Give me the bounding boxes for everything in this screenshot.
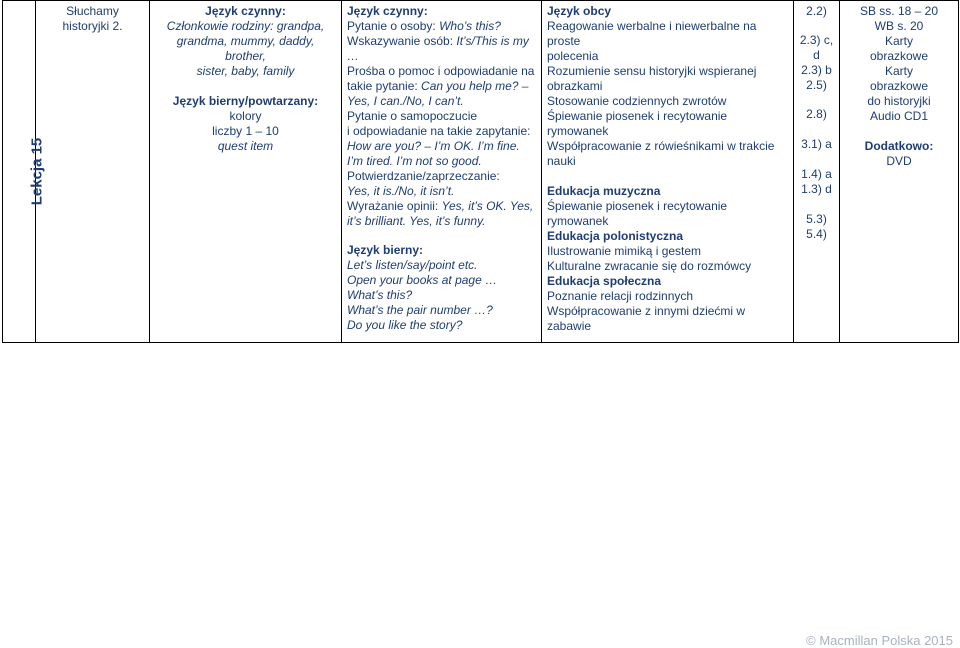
structures-active-heading: Język czynny: (347, 4, 428, 18)
skills-cell (542, 1, 794, 343)
skill-line: polecenia (547, 49, 599, 63)
material-line: obrazkowe (869, 49, 929, 63)
code-line: 5.4) (806, 227, 827, 241)
material-line: Audio CD1 (869, 109, 929, 123)
lesson-plan-table (2, 0, 959, 343)
structure-line: Pytanie o osoby: Who’s this? (347, 19, 501, 33)
vocab-active-line: grandma, mummy, daddy, brother, (176, 34, 315, 63)
structure-line: How are you? – I’m OK. I’m fine. (347, 139, 520, 153)
structure-passive-line: Open your books at page … (347, 273, 498, 287)
code-line: 5.3) (806, 212, 827, 226)
structure-line: I’m tired. I’m not so good. (347, 154, 482, 168)
copyright-footer: © Macmillan Polska 2015 (806, 633, 953, 648)
skill-line: Ilustrowanie mimiką i gestem (547, 244, 702, 258)
material-line: do historyjki (867, 94, 931, 108)
skills-heading: Edukacja polonistyczna (547, 229, 684, 243)
material-line: WB s. 20 (874, 19, 924, 33)
skill-line: Współpracowanie z rówieśnikami w trakcie (547, 139, 775, 153)
structure-line: Yes, I can./No, I can’t. (347, 94, 464, 108)
vocab-passive-line: quest item (217, 139, 274, 153)
structure-line: it’s brilliant. Yes, it’s funny. (347, 214, 486, 228)
vocab-active-line: sister, baby, family (196, 64, 295, 78)
structure-passive-line: Do you like the story? (347, 318, 463, 332)
vocabulary-cell (150, 1, 342, 343)
skill-line: Poznanie relacji rodzinnych (547, 289, 694, 303)
vocab-passive-line: kolory (229, 109, 262, 123)
curriculum-codes-cell (794, 1, 840, 343)
material-line: SB ss. 18 – 20 (859, 4, 939, 18)
material-line: obrazkowe (869, 79, 929, 93)
lesson-number: Lekcja 15 (28, 137, 46, 205)
structure-line: Prośba o pomoc i odpowiadanie na (347, 64, 535, 78)
skill-line: Reagowanie werbalne i niewerbalne na proste (547, 19, 757, 48)
skill-line: Współpracowanie z innymi dziećmi w zabawie (547, 304, 746, 333)
materials-cell (840, 1, 959, 343)
vocab-passive-heading: Język bierny/powtarzany: (172, 94, 319, 108)
topic-line: historyjki 2. (62, 19, 123, 33)
structure-line: Wyrażanie opinii: Yes, it’s OK. Yes, (347, 199, 534, 213)
structure-line: Potwierdzanie/zaprzeczanie: (347, 169, 500, 183)
structure-line: i odpowiadanie na takie zapytanie: (347, 124, 531, 138)
structures-passive-heading: Język bierny: (347, 243, 424, 257)
structure-passive-line: Let’s listen/say/point etc. (347, 258, 478, 272)
code-line: 1.4) a (801, 167, 832, 181)
vocab-passive-line: liczby 1 – 10 (212, 124, 279, 138)
table-row (3, 1, 959, 343)
code-line: d (813, 48, 820, 62)
structure-line: takie pytanie: Can you help me? – (347, 79, 529, 93)
code-line: 2.3) c, (799, 33, 834, 47)
skill-line: Kulturalne zwracanie się do rozmówcy (547, 259, 752, 273)
code-line: 2.5) (806, 78, 827, 92)
structure-passive-line: What’s the pair number …? (347, 303, 493, 317)
structure-line: Wskazywanie osób: It’s/This is my … (347, 34, 529, 63)
code-line: 2.8) (806, 107, 827, 121)
skill-line: Rozumienie sensu historyjki wspieranej (547, 64, 757, 78)
skill-line: Śpiewanie piosenek i recytowanie rymowanek (547, 109, 728, 138)
topic-cell (36, 1, 150, 343)
vocab-active-heading: Język czynny: (205, 4, 286, 18)
lesson-number-cell (3, 1, 46, 343)
structure-line: Yes, it is./No, it isn’t. (347, 184, 455, 198)
skill-line: Stosowanie codziennych zwrotów (547, 94, 727, 108)
code-line: 1.3) d (801, 182, 832, 196)
material-line: Karty (884, 34, 913, 48)
skills-heading: Edukacja społeczna (547, 274, 662, 288)
structures-cell (342, 1, 542, 343)
material-line: Karty (884, 64, 913, 78)
code-line: 2.3) b (801, 63, 832, 77)
skill-line: Śpiewanie piosenek i recytowanie rymowanek (547, 199, 728, 228)
materials-extra-heading: Dodatkowo: (864, 139, 934, 153)
topic-line: Słuchamy (66, 4, 119, 18)
skill-line: obrazkami (547, 79, 603, 93)
skills-heading: Język obcy (547, 4, 612, 18)
code-line: 2.2) (806, 4, 827, 18)
vocab-active-line: Członkowie rodziny: grandpa, (166, 19, 325, 33)
skill-line: nauki (547, 154, 576, 168)
skills-heading: Edukacja muzyczna (547, 184, 661, 198)
structure-line: Pytanie o samopoczucie (347, 109, 478, 123)
code-line: 3.1) a (801, 137, 832, 151)
structure-passive-line: What’s this? (347, 288, 413, 302)
material-line: DVD (886, 154, 912, 168)
